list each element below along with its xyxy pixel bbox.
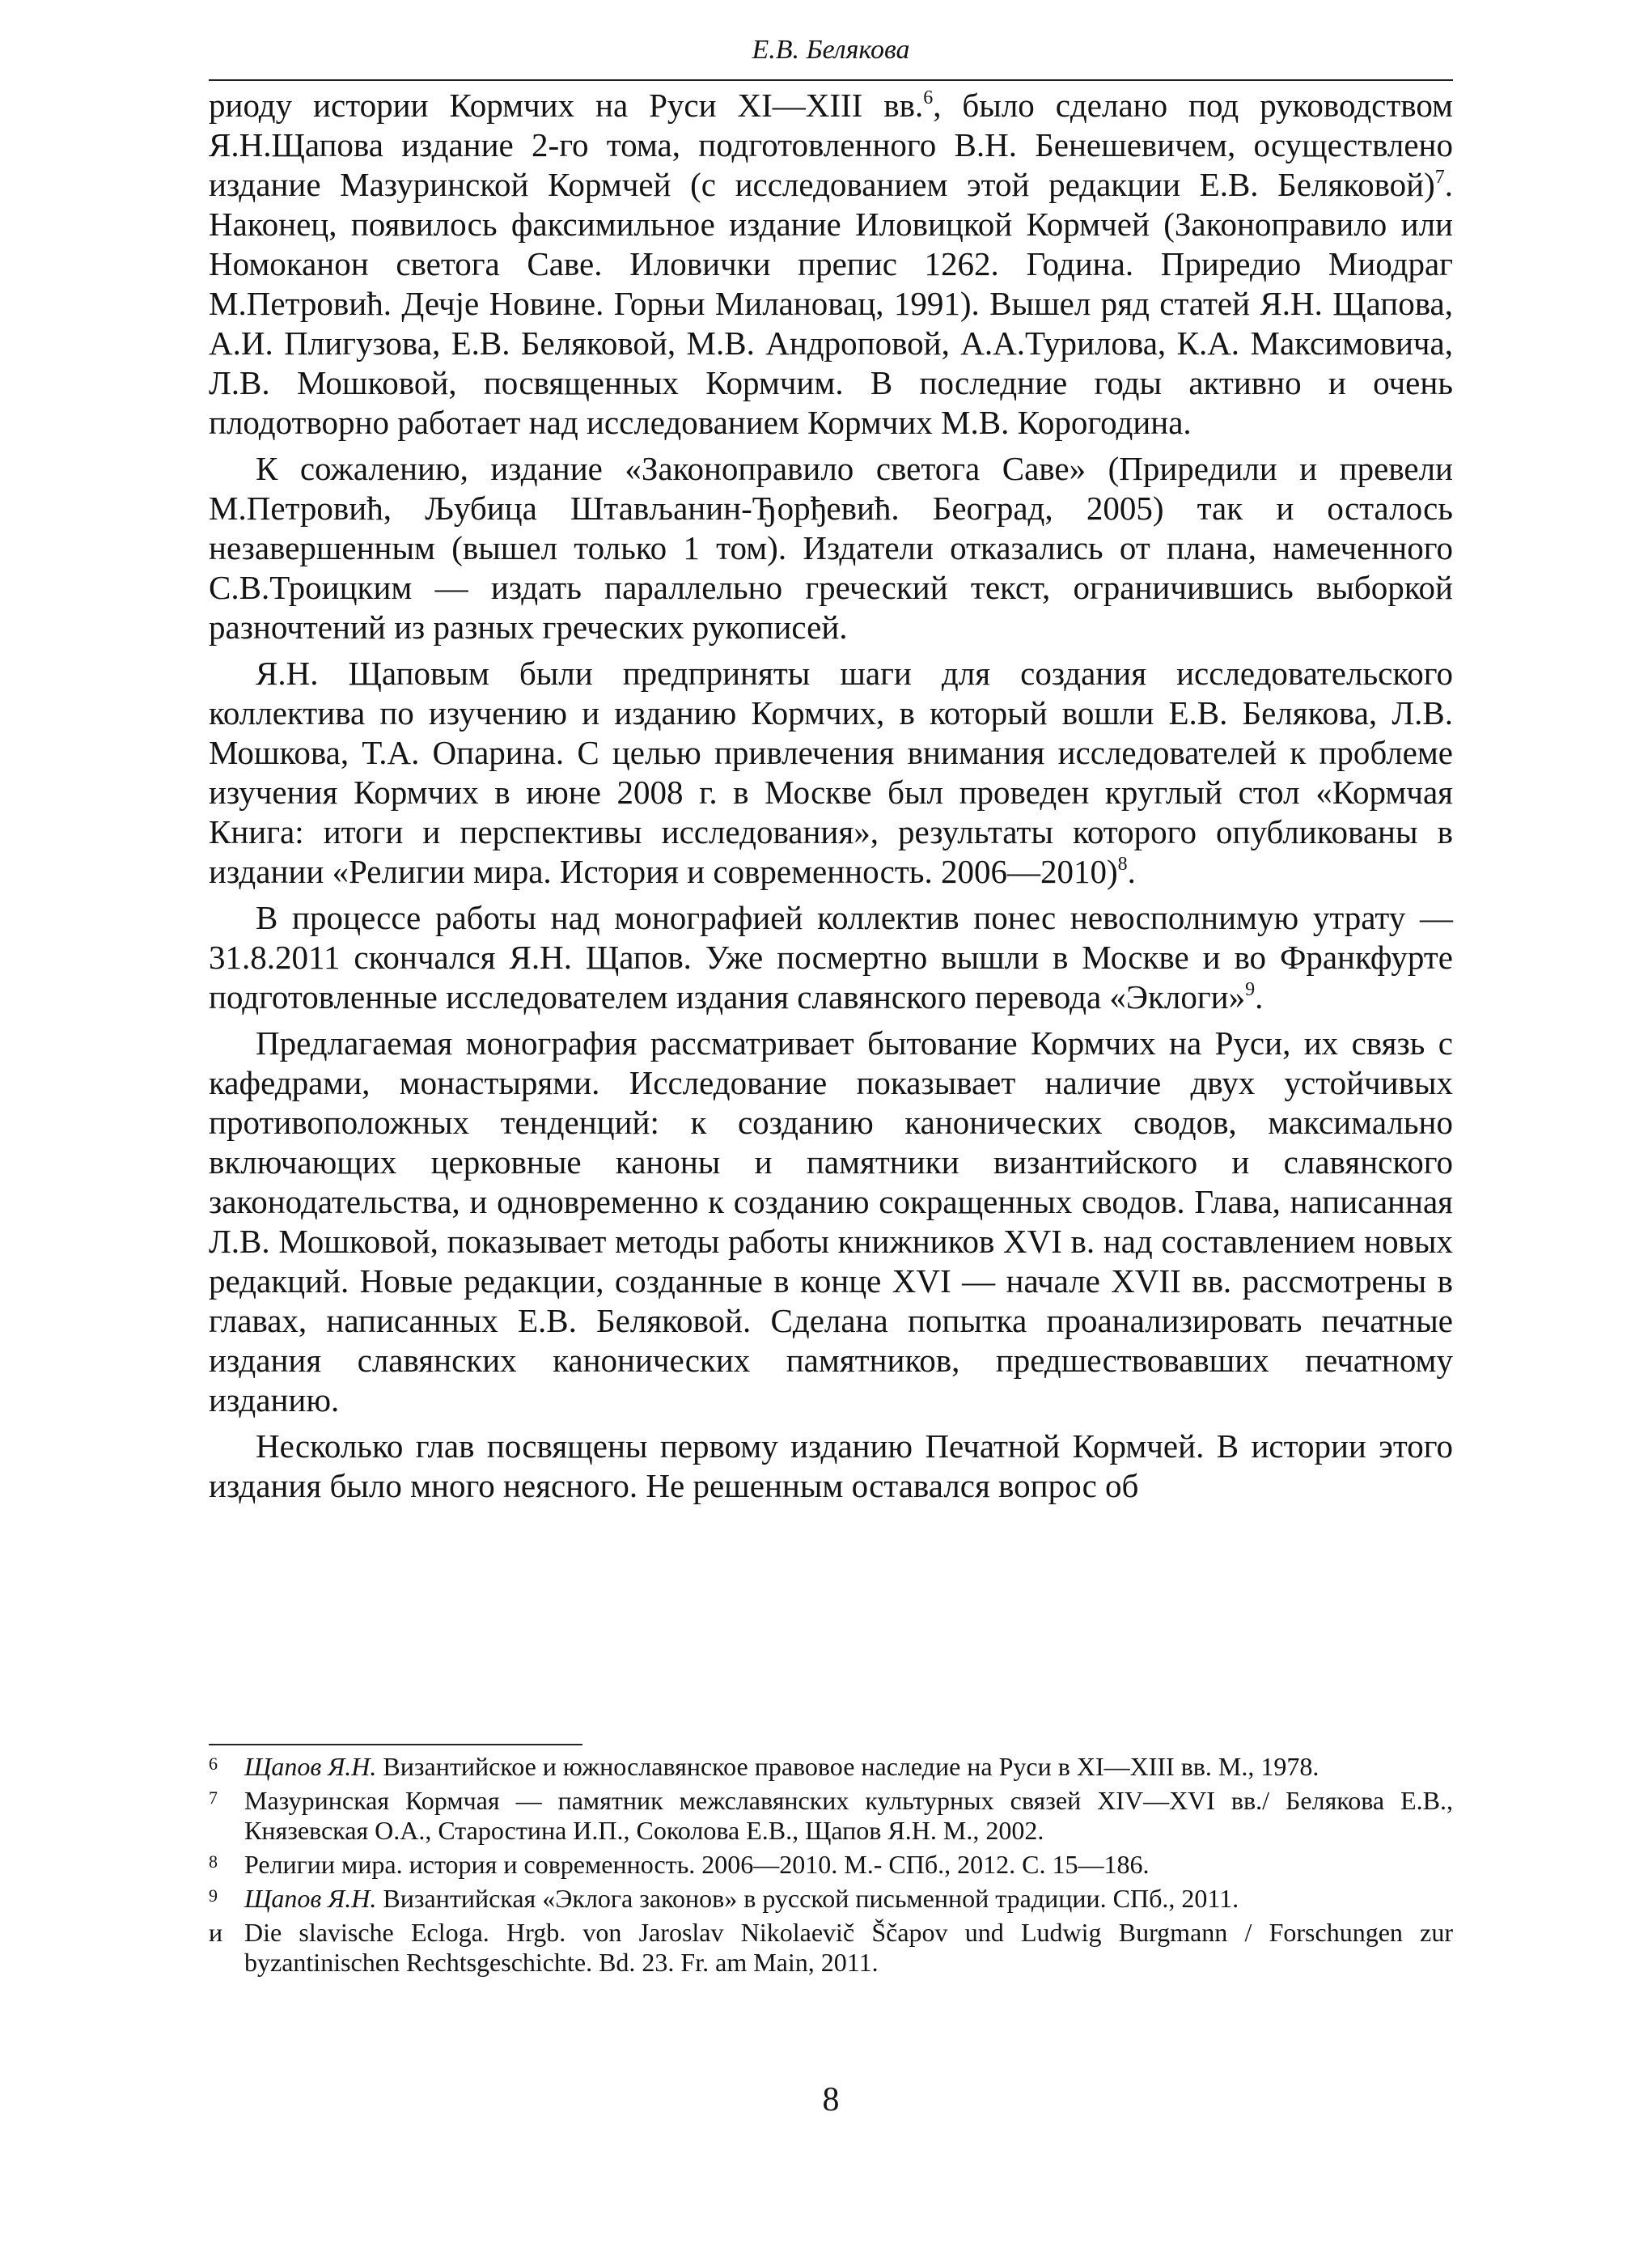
paragraph-text: Я.Н. Щаповым были предприняты шаги для создания исследовательского коллектива по изучению и изданию Кормчих, в который вошли Е.В. Белякова, Л.В. Мошкова, Т.А. Опарина. С целью привлечения внимания исследователей к проблеме изучения Кормчих в июне 2008 г. в Москве был проведен круглый стол «Кормчая Книга: итоги и перспективы исследования», результаты которого опубликованы в издании «Религии мира. История и современность. 2006—2010) — [209, 655, 1453, 890]
paragraph-text: Предлагаемая монография рассматривает бытование Кормчих на Руси, их связь с кафедрами, монастырями. Исследование показывает наличие двух устойчивых противоположных тенденций: к созданию канонических сводов, максимально включающих церковные каноны и памятники византийского и славянского законодательства, и одновременно к созданию сокращенных сводов. Глава, написанная Л.В. Мошковой, показывает методы работы книжников XVI в. над составлением новых редакций. Новые редакции, созданные в конце XVI — начале XVII вв. рассмотрены в главах, написанных Е.В. Беляковой. Сделана попытка проанализировать печатные издания славянских канонических памятников, предшествовавших печатному изданию. — [209, 1024, 1453, 1418]
paragraph-text: риоду истории Кормчих на Руси XI—XIII вв. — [209, 87, 924, 124]
footnote-mark: и — [209, 1918, 223, 1947]
footnote-mark: 8 — [209, 1851, 218, 1872]
main-text — [209, 86, 1453, 1512]
footnote-citation: Религии мира. история и современность. 2006—2010. М.- СПб., 2012. С. 15—186. — [244, 1850, 1150, 1879]
page-number: 8 — [822, 2081, 840, 2118]
paragraph-text: . Наконец, появилось факсимильное издание Иловицкой Кормчей (Законоправило или Номоканон светога Саве. Иловички препис 1262. Година. Приредио Миодраг М.Петровић. Дечје Новине. Горњи Милановац, 1991). Вышел ряд статей Я.Н. Щапова, А.И. Плигузова, Е.В. Беляковой, М.В. Андроповой, А.А.Турилова, К.А. Максимовича, Л.В. Мошковой, посвященных Кормчим. В последние годы активно и очень плодотворно работает над исследованием Кормчих М.В. Корогодина. — [209, 166, 1453, 441]
footnote-citation: Византийская «Эклога законов» в русской письменной традиции. СПб., 2011. — [376, 1884, 1239, 1913]
paragraph-1 — [209, 86, 1453, 443]
paragraph-text: . — [1127, 853, 1136, 890]
paragraph-text: В процессе работы над монографией коллектив понес невосполнимую утрату — 31.8.2011 скончался Я.Н. Щапов. Уже посмертно вышли в Москве и во Франкфурте подготовленные исследователем издания славянского перевода «Эклоги» — [209, 899, 1453, 1016]
footnote-9 — [209, 1884, 1453, 1914]
footnote-mark: 9 — [209, 1885, 218, 1906]
footnote-separator — [209, 1744, 582, 1745]
footnote-ref-9[interactable]: 9 — [1245, 979, 1256, 1000]
footnote-10 — [209, 1918, 1453, 1978]
footnote-mark: 7 — [209, 1787, 218, 1808]
book-page — [209, 32, 1453, 2118]
paragraph-4 — [209, 898, 1453, 1017]
footnote-text — [244, 1918, 1453, 1978]
footnote-text — [244, 1786, 1453, 1846]
running-head: Е.В. Белякова — [752, 35, 910, 65]
paragraph-3 — [209, 654, 1453, 892]
footnote-7 — [209, 1786, 1453, 1846]
footnote-citation: Мазуринская Кормчая — памятник межславянских культурных связей XIV—XVI вв./ Белякова Е.В., Князевская О.А., Старостина И.П., Соколова Е.В., Щапов Я.Н. М., 2002. — [244, 1786, 1453, 1845]
footnote-ref-8[interactable]: 8 — [1117, 854, 1128, 875]
footnote-citation: Die slavische Ecloga. Hrgb. von Jaroslav Nikolaevič Ščapov und Ludwig Burgmann / Forschungen zur byzantinischen Rechtsgeschichte. Bd. 23. Fr. am Main, 2011. — [244, 1918, 1453, 1977]
paragraph-text: , было сделано под руководством Я.Н.Щапова издание 2-го тома, подготовленного В.Н. Бенешевичем, осуществлено издание Мазуринской Кормчей (с исследованием этой редакции Е.В. Беляковой) — [209, 87, 1453, 203]
footnote-6 — [209, 1752, 1453, 1782]
footnote-8 — [209, 1850, 1453, 1880]
footnote-text — [244, 1850, 1453, 1880]
footnote-ref-7[interactable]: 7 — [1434, 167, 1445, 188]
footnote-author: Щапов Я.Н. — [244, 1752, 377, 1781]
paragraph-2 — [209, 449, 1453, 647]
footnote-citation: Византийское и южнославянское правовое наследие на Руси в XI—XIII вв. М., 1978. — [376, 1752, 1319, 1781]
paragraph-6 — [209, 1427, 1453, 1506]
paragraph-text: К сожалению, издание «Законоправило светога Саве» (Приредили и превели М.Петровић, Љубица Штављанин-Ђорђевић. Београд, 2005) так и осталось незавершенным (вышел только 1 том). Издатели отказались от плана, намеченного С.В.Троицким — издать параллельно греческий текст, ограничившись выборкой разночтений из разных греческих рукописей. — [209, 450, 1453, 646]
footnote-author: Щапов Я.Н. — [244, 1884, 377, 1913]
footnote-text — [244, 1884, 1453, 1914]
footnotes — [209, 1752, 1453, 1982]
paragraph-5 — [209, 1024, 1453, 1420]
paragraph-text: . — [1255, 978, 1264, 1016]
footnote-mark: 6 — [209, 1753, 218, 1774]
header-rule — [209, 79, 1453, 81]
footnote-ref-6[interactable]: 6 — [923, 87, 934, 108]
paragraph-text: Несколько глав посвящены первому изданию Печатной Кормчей. В истории этого издания было много неясного. Не решенным оставался вопрос об — [209, 1427, 1453, 1504]
footnote-text — [244, 1752, 1453, 1782]
